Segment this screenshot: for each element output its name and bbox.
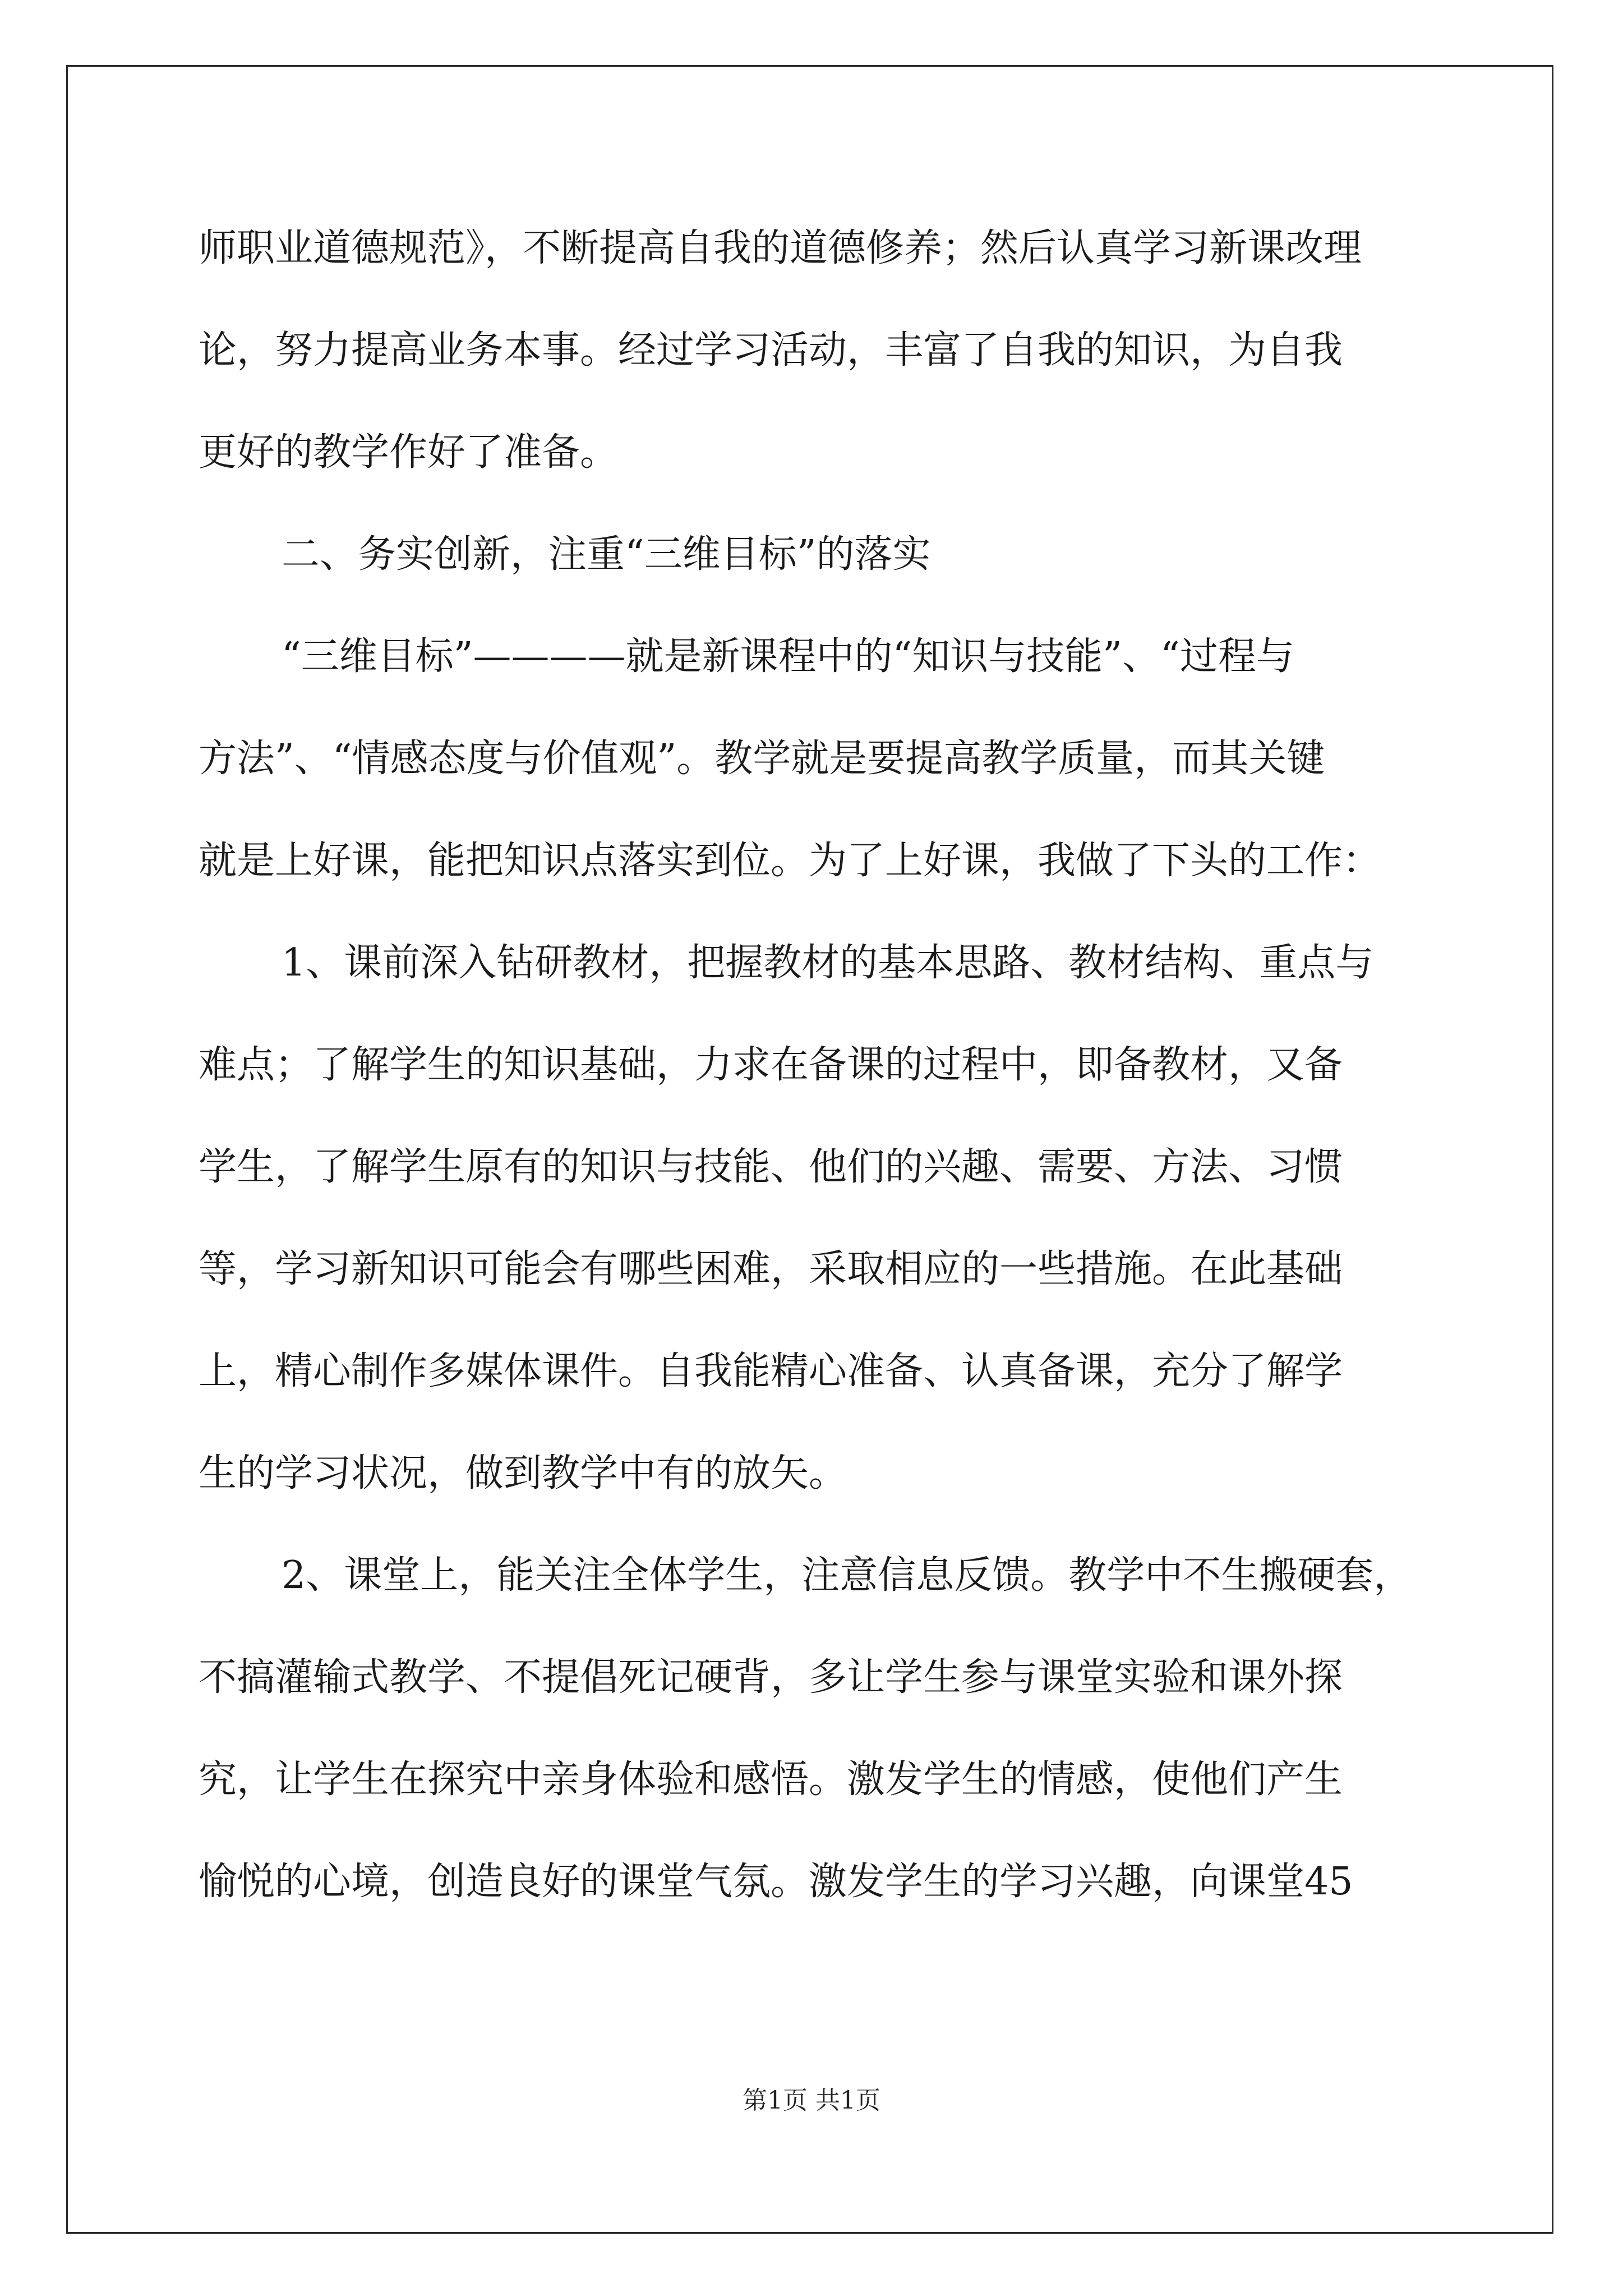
text-line: 不搞灌输式教学、不提倡死记硬背，多让学生参与课堂实验和课外探 bbox=[199, 1655, 1343, 1700]
text-line: 等，学习新知识可能会有哪些困难，采取相应的一些措施。在此基础 bbox=[199, 1247, 1343, 1291]
text-line: 学生，了解学生原有的知识与技能、他们的兴趣、需要、方法、习惯 bbox=[199, 1145, 1343, 1189]
text-line: 生的学习状况，做到教学中有的放矢。 bbox=[199, 1451, 847, 1496]
text-line: 1、课前深入钻研教材，把握教材的基本思路、教材结构、重点与 bbox=[282, 941, 1374, 985]
text-line: “三维目标”————就是新课程中的“知识与技能”、“过程与 bbox=[282, 634, 1294, 679]
text-line: 愉悦的心境，创造良好的课堂气氛。激发学生的学习兴趣，向课堂45 bbox=[199, 1860, 1353, 1904]
section-heading: 二、务实创新，注重“三维目标”的落实 bbox=[282, 532, 931, 577]
text-line: 上，精心制作多媒体课件。自我能精心准备、认真备课，充分了解学 bbox=[199, 1349, 1343, 1393]
text-line: 方法”、“情感态度与价值观”。教学就是要提高教学质量，而其关键 bbox=[199, 737, 1325, 781]
text-line: 2、课堂上，能关注全体学生，注意信息反馈。教学中不生搬硬套， bbox=[282, 1553, 1412, 1598]
text-line: 论，努力提高业务本事。经过学习活动，丰富了自我的知识，为自我 bbox=[199, 328, 1343, 372]
text-line: 究，让学生在探究中亲身体验和感悟。激发学生的情感，使他们产生 bbox=[199, 1757, 1343, 1802]
text-line: 难点；了解学生的知识基础，力求在备课的过程中，即备教材，又备 bbox=[199, 1043, 1343, 1087]
text-line: 就是上好课，能把知识点落实到位。为了上好课，我做了下头的工作： bbox=[199, 839, 1381, 883]
text-line: 师职业道德规范》，不断提高自我的道德修养；然后认真学习新课改理 bbox=[199, 226, 1362, 270]
page-number: 第1页 共1页 bbox=[743, 2086, 880, 2115]
text-line: 更好的教学作好了准备。 bbox=[199, 430, 619, 475]
